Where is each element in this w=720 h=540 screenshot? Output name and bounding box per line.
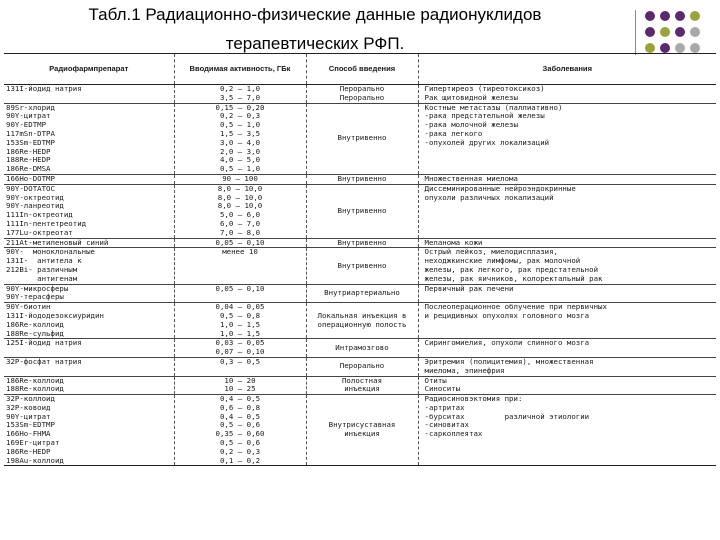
cell-drug: 211At-метиленовый синий [6,238,109,247]
cell-disease: Послеоперационное облучение при первичных и рецидивных опухолях головного мозга [424,302,607,320]
dot-gray [675,43,685,53]
header-activity: Вводимая активность, ГБк [174,54,306,85]
cell-activity: 0,3 – 0,5 [174,357,306,376]
cell-drug: 166Ho-DOTMP [6,174,55,183]
cell-route: Внутривенно [306,103,418,174]
table-row [4,395,716,466]
cell-disease: Диссеминированные нейроэндокринные опухоли различных локализаций [424,184,576,202]
cell-drug: 90Y- моноклональные 131I- антитела к 212Bi- различным антигенам [6,247,95,283]
cell-activity: 0,15 – 0,20 0,2 – 0,3 0,5 – 1,0 1,5 – 3,5 3,0 – 4,0 2,0 – 3,0 4,0 – 5,0 0,5 – 1,0 [174,103,306,174]
table-row [4,248,716,284]
table-header-row [4,54,716,85]
radionuclide-table [4,53,716,466]
cell-route: Внутриартериально [306,284,418,303]
table-row [4,85,716,104]
cell-activity: 0,2 – 1,0 3,5 – 7,0 [174,85,306,104]
cell-route: Перорально [306,357,418,376]
title-divider [635,10,636,55]
cell-drug: 186Re-коллоид 188Re-коллоид [6,376,64,394]
cell-route: Внутривенно [306,184,418,238]
cell-route: Внутривенно [306,238,418,248]
header-disease: Заболевания [542,63,593,73]
cell-disease: Острый лейкоз, миелодисплазия, неходжкинские лимфомы, рак молочной железы, рак легкого, рак предстательной железы, рак яичников, колоректальный рак [424,247,603,283]
cell-route: Интрамозгово [306,339,418,358]
cell-route: Полостная инъекция [306,376,418,395]
cell-drug: 32P-фосфат натрия [6,357,82,366]
cell-drug: 90Y-DOTATOC 90Y-октреотид 90Y-ланреотид 111In-октреотид 111In-пентетреотид 177Lu-октреотат [6,184,87,237]
cell-activity: менее 10 [174,248,306,284]
table-row [4,357,716,376]
cell-activity: 0,05 – 0,10 [174,238,306,248]
slide-title-line-2: терапевтических РФП. [225,34,405,53]
table-row [4,174,716,184]
cell-activity: 8,0 – 10,0 8,0 – 10,0 8,0 – 10,0 5,0 – 6,0 6,0 – 7,0 7,0 – 8,0 [174,184,306,238]
cell-drug: 125I-йодид натрия [6,338,82,348]
dot-purple [675,11,685,21]
table-row [4,303,716,339]
table-row [4,339,716,358]
cell-disease: Эритремия (полицитемия), множественная миелома, эпинефрия [424,357,594,375]
dot-purple [660,11,670,21]
header-drug: Радиофармпрепарат [49,63,129,73]
cell-route: Внутривенно [306,174,418,184]
cell-drug: 32P-коллоид 32P-ковоид 90Y-цитрат 153Sm-EDTMP 166Ho-FHMA 169Er-цитрат 186Re-HEDP 198Au-коллоид [6,394,64,465]
dot-olive [690,11,700,21]
dot-purple [675,27,685,37]
cell-route: Внутрисуставная инъекция [306,395,418,466]
cell-activity: 0,04 – 0,05 0,5 – 0,8 1,0 – 1,5 1,0 – 1,5 [174,303,306,339]
cell-activity: 0,03 – 0,05 0,07 – 0,10 [174,339,306,358]
slide-title-line-1: Табл.1 Радиационно-физические данные радионуклидов [88,5,542,24]
cell-disease: Радиосиновэктомия при: -артритах -бурситах различной этиологии -синовитах -саркоплеятах [424,394,590,439]
cell-drug: 89Sr-хлорид 90Y-цитрат 90Y-EDTMP 117mSn-DTPA 153Sm-EDTMP 186Re-HEDP 188Re-HEDP 186Re-DMSA [6,103,55,174]
cell-drug: 131I-йодид натрия [6,84,82,93]
cell-disease: Отиты Синоситы [424,376,461,394]
dot-olive [660,27,670,37]
dot-olive [645,43,655,53]
cell-route: Внутривенно [306,248,418,284]
cell-disease: Костные метастазы (паллиативно) -рака предстательной железы -рака молочной железы -рака легкого -опухолей других локализаций [424,103,563,147]
table-row [4,284,716,303]
table-row [4,103,716,174]
table-row [4,238,716,248]
dot-gray [690,43,700,53]
dot-purple [660,43,670,53]
cell-disease: Меланома кожи [424,238,483,247]
dot-purple [645,11,655,21]
cell-drug: 90Y-биотин 131I-йододезоксиуридин 186Re-коллоид 188Re-сульфид [6,302,104,338]
cell-activity: 0,4 – 0,5 0,6 – 0,8 0,4 – 0,5 0,5 – 0,6 0,35 – 0,60 0,5 – 0,6 0,2 – 0,3 0,1 – 0,2 [174,395,306,466]
cell-disease: Первичный рак печени [424,284,514,293]
cell-route: Перорально Перорально [306,85,418,104]
dot-purple [645,27,655,37]
dot-gray [690,27,700,37]
table-row [4,376,716,395]
header-route: Способ введения [306,54,418,85]
cell-activity: 0,05 – 0,10 [174,284,306,303]
cell-activity: 10 – 20 10 – 25 [174,376,306,395]
cell-disease: Множественная миелома [424,174,518,183]
table-row [4,184,716,238]
cell-disease: Гипертиреоз (тиреотоксикоз) Рак щитовидной железы [424,84,545,102]
cell-route: Локальная инъекция в операционную полость [306,303,418,339]
decorative-dot-grid [642,9,718,57]
cell-disease: Сирингомиелия, опухоли спинного мозга [424,338,590,348]
cell-drug: 90Y-микросферы 90Y-терасферы [6,284,69,302]
cell-activity: 90 – 100 [174,174,306,184]
